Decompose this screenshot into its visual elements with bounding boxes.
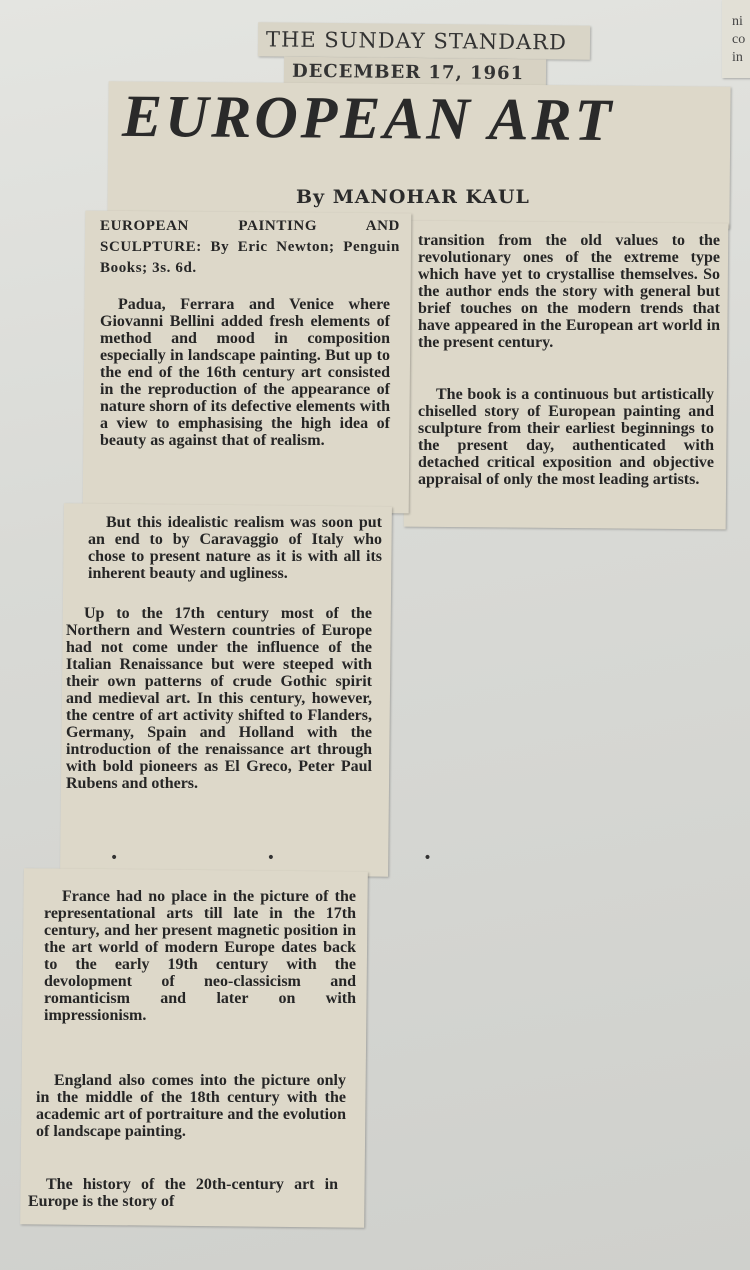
edge-fragment: co bbox=[732, 32, 746, 47]
book-heading: EUROPEAN PAINTING AND SCULPTURE: By Eric Newton; Penguin Books; 3s. 6d. bbox=[100, 218, 400, 276]
section-separator: • • • bbox=[110, 850, 504, 866]
article-paragraph: Padua, Ferrara and Venice where Giovanni Bellini added fresh elements of method and mood in composition especially in landscape painting. But up to the end of the 16th century art consisted in the reproduction of the appearance of nature shorn of its defective elements with a view to emphasising the high idea of beauty as against that of realism. bbox=[100, 296, 390, 449]
byline: By MANOHAR KAUL bbox=[296, 186, 530, 208]
masthead-strip bbox=[258, 22, 590, 59]
edge-fragment: ni bbox=[732, 14, 743, 29]
article-paragraph: The history of the 20th-century art in Europe is the story of bbox=[28, 1176, 338, 1210]
newspaper-name: THE SUNDAY STANDARD bbox=[265, 27, 568, 55]
article-paragraph: The book is a continuous but artistically chiselled story of European painting and sculpture from their earliest beginnings to the present day, authenticated with detached critical exposition and objective appraisal of only the most leading artists. bbox=[418, 386, 714, 488]
publication-date: DECEMBER 17, 1961 bbox=[291, 60, 525, 85]
article-paragraph: transition from the old values to the revolutionary ones of the extreme type which have yet to crystallise themselves. So the author ends the story with general but brief touches on the modern trends that have appeared in the European art world in the present century. bbox=[418, 232, 720, 351]
article-paragraph: Up to the 17th century most of the Northern and Western countries of Europe had not come under the influence of the Italian Renaissance but were steeped with their own patterns of crude Gothic spirit and medieval art. In this century, however, the centre of art activity shifted to Flanders, Germany, Spain and Holland with the introduction of the renaissance art through with bold pioneers as El Greco, Peter Paul Rubens and others. bbox=[66, 605, 372, 792]
article-paragraph: France had no place in the picture of the representational arts till late in the 17th century, and her present magnetic position in the art world of modern Europe dates back to the early 19th century with the devolopment of neo-classicism and romanticism and later on with impressionism. bbox=[44, 888, 356, 1024]
edge-clipping bbox=[722, 0, 750, 78]
article-paragraph: But this idealistic realism was soon put an end to by Caravaggio of Italy who chose to present nature as it is with all its inherent beauty and ugliness. bbox=[88, 514, 382, 582]
edge-fragment: in bbox=[732, 50, 743, 65]
headline: EUROPEAN ART bbox=[121, 82, 615, 154]
article-paragraph: England also comes into the picture only in the middle of the 18th century with the academic art of portraiture and the evolution of landscape painting. bbox=[36, 1072, 346, 1140]
